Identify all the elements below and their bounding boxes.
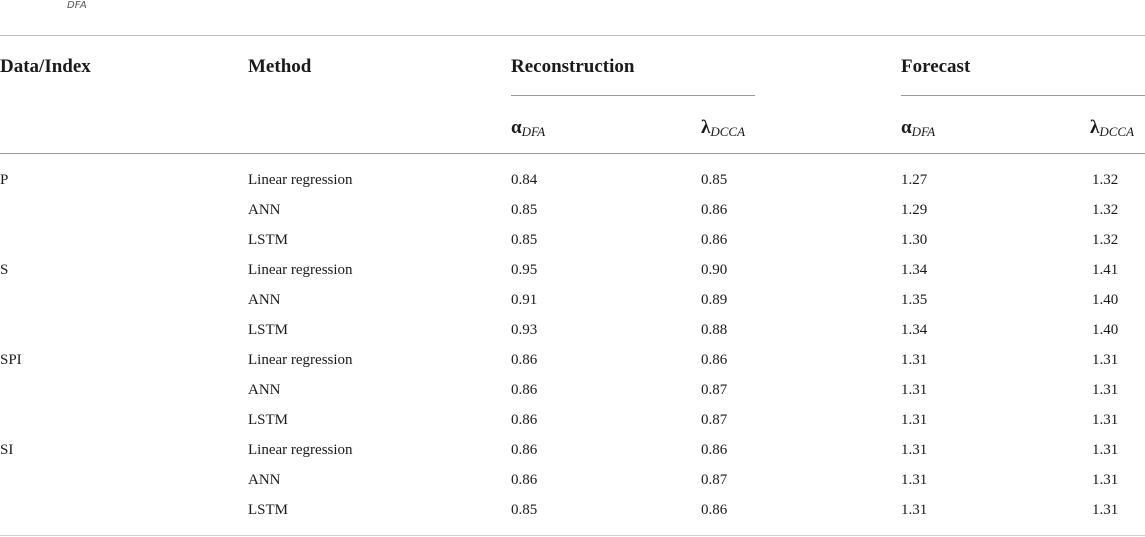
cell-recon-lambda: 0.87 — [701, 472, 728, 488]
cell-fore-lambda: 1.31 — [1092, 412, 1119, 428]
forecast-underline — [901, 95, 1145, 96]
cell-fore-alpha: 1.34 — [901, 262, 928, 278]
cell-recon-lambda: 0.86 — [701, 502, 728, 518]
cell-recon-lambda: 0.86 — [701, 442, 728, 458]
lambda-subscript: DCCA — [710, 124, 746, 139]
header-reconstruction: Reconstruction — [511, 56, 635, 77]
cell-method: LSTM — [248, 232, 289, 248]
alpha-subscript: DFA — [521, 124, 546, 139]
cell-recon-lambda: 0.86 — [701, 232, 728, 248]
lambda-subscript: DCCA — [1099, 124, 1135, 139]
cell-recon-alpha: 0.85 — [511, 232, 538, 248]
cell-recon-alpha: 0.85 — [511, 502, 538, 518]
cell-recon-alpha: 0.93 — [511, 322, 538, 338]
cell-method: ANN — [248, 472, 281, 488]
cell-fore-lambda: 1.32 — [1092, 172, 1119, 188]
cell-recon-lambda: 0.90 — [701, 262, 728, 278]
cell-fore-lambda: 1.40 — [1092, 292, 1119, 308]
cell-fore-lambda: 1.31 — [1092, 382, 1119, 398]
cell-method: Linear regression — [248, 352, 353, 368]
cell-recon-lambda: 0.87 — [701, 412, 728, 428]
cell-fore-alpha: 1.35 — [901, 292, 928, 308]
cell-recon-alpha: 0.86 — [511, 412, 538, 428]
cell-recon-alpha: 0.86 — [511, 382, 538, 398]
lambda-symbol: λ — [701, 117, 711, 138]
cell-fore-alpha: 1.31 — [901, 412, 928, 428]
cell-method: ANN — [248, 292, 281, 308]
cell-fore-lambda: 1.32 — [1092, 202, 1119, 218]
cell-fore-lambda: 1.31 — [1092, 442, 1119, 458]
cell-method: LSTM — [248, 412, 289, 428]
subheader-recon-alpha — [511, 117, 545, 140]
cell-recon-lambda: 0.85 — [701, 172, 728, 188]
reconstruction-underline — [511, 95, 755, 96]
cell-fore-alpha: 1.27 — [901, 172, 928, 188]
cell-fore-lambda: 1.41 — [1092, 262, 1119, 278]
cell-recon-alpha: 0.86 — [511, 442, 538, 458]
cell-method: Linear regression — [248, 172, 353, 188]
cell-recon-alpha: 0.85 — [511, 202, 538, 218]
cell-fore-lambda: 1.40 — [1092, 322, 1119, 338]
cell-recon-alpha: 0.91 — [511, 292, 538, 308]
cell-fore-alpha: 1.29 — [901, 202, 928, 218]
lambda-symbol: λ — [1090, 117, 1100, 138]
cell-fore-lambda: 1.31 — [1092, 352, 1119, 368]
cell-fore-alpha: 1.31 — [901, 472, 928, 488]
cell-recon-lambda: 0.86 — [701, 352, 728, 368]
cell-recon-alpha: 0.84 — [511, 172, 538, 188]
cell-data-index: P — [0, 172, 9, 188]
cell-recon-lambda: 0.87 — [701, 382, 728, 398]
subheader-recon-lambda — [701, 117, 745, 140]
cell-data-index: SI — [0, 442, 14, 458]
cell-method: Linear regression — [248, 262, 353, 278]
alpha-symbol: α — [511, 117, 522, 138]
cell-data-index: SPI — [0, 352, 22, 368]
cell-data-index: S — [0, 262, 9, 278]
caption-fragment: DFA — [67, 0, 87, 11]
cell-fore-alpha: 1.31 — [901, 442, 928, 458]
cell-fore-lambda: 1.31 — [1092, 472, 1119, 488]
cell-fore-alpha: 1.34 — [901, 322, 928, 338]
cell-recon-alpha: 0.86 — [511, 352, 538, 368]
header-data-index: Data/Index — [0, 56, 91, 77]
cell-method: ANN — [248, 382, 281, 398]
cell-recon-alpha: 0.86 — [511, 472, 538, 488]
alpha-symbol: α — [901, 117, 912, 138]
header-method: Method — [248, 56, 312, 77]
cell-fore-lambda: 1.32 — [1092, 232, 1119, 248]
table-bottom-rule — [0, 535, 1145, 536]
cell-fore-alpha: 1.31 — [901, 382, 928, 398]
cell-recon-lambda: 0.86 — [701, 202, 728, 218]
table-top-rule — [0, 35, 1145, 36]
subheader-fore-alpha — [901, 117, 935, 140]
cell-fore-alpha: 1.30 — [901, 232, 928, 248]
cell-recon-alpha: 0.95 — [511, 262, 538, 278]
cell-method: LSTM — [248, 502, 289, 518]
cell-fore-lambda: 1.31 — [1092, 502, 1119, 518]
header-forecast: Forecast — [901, 56, 971, 77]
cell-fore-alpha: 1.31 — [901, 502, 928, 518]
cell-method: Linear regression — [248, 442, 353, 458]
cell-recon-lambda: 0.89 — [701, 292, 728, 308]
cell-method: ANN — [248, 202, 281, 218]
cell-fore-alpha: 1.31 — [901, 352, 928, 368]
subheader-fore-lambda — [1090, 117, 1134, 140]
cell-method: LSTM — [248, 322, 289, 338]
cell-recon-lambda: 0.88 — [701, 322, 728, 338]
header-bottom-rule — [0, 153, 1145, 154]
alpha-subscript: DFA — [911, 124, 936, 139]
